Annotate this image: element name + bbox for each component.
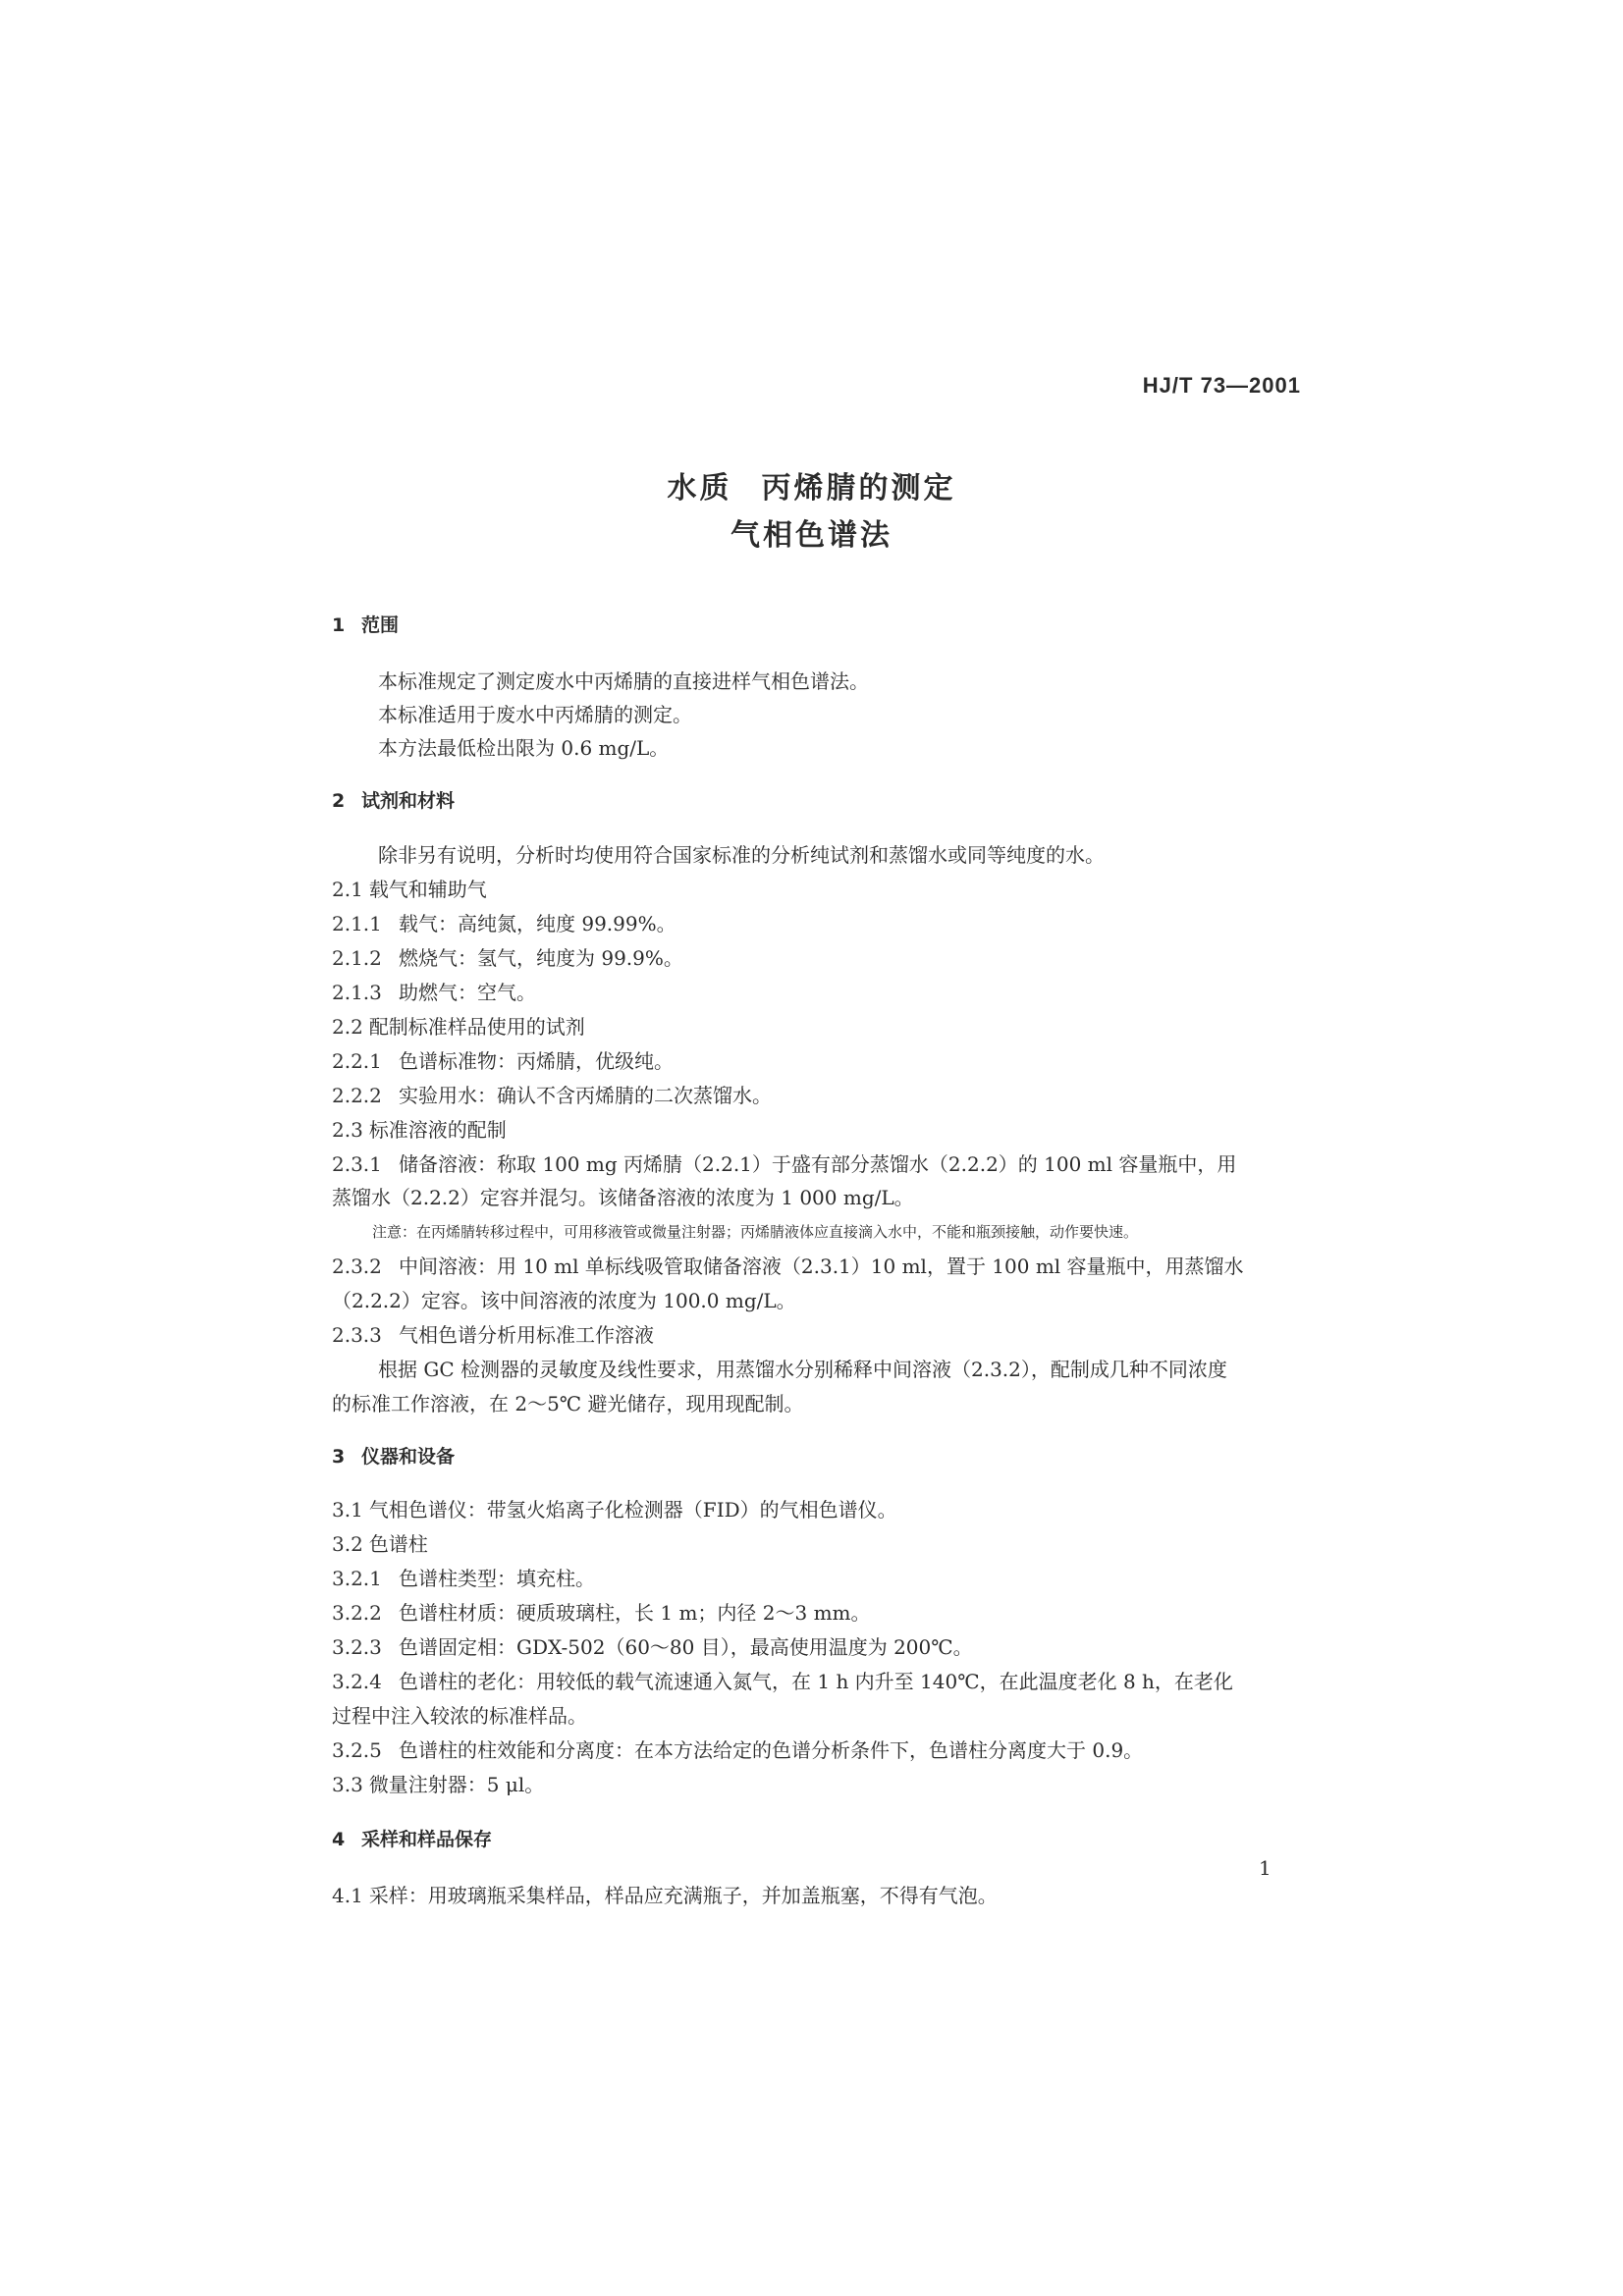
- document-title-line2: 气相色谱法: [730, 518, 893, 553]
- clause-2-1-3: 2.1.3 助燃气：空气。: [332, 981, 536, 1004]
- document-title-line1: [0, 463, 1623, 507]
- section-title: 试剂和材料: [361, 790, 456, 812]
- section-3-heading: [332, 1442, 455, 1468]
- paragraph: 的标准工作溶液，在 2～5℃ 避光储存，现用现配制。: [332, 1392, 804, 1415]
- clause-2-1-2: 2.1.2 燃烧气：氢气，纯度为 99.9%。: [332, 946, 683, 970]
- clause-4-1: 4.1 采样：用玻璃瓶采集样品，样品应充满瓶子，并加盖瓶塞，不得有气泡。: [332, 1884, 998, 1907]
- clause-2-3-1-continued: 蒸馏水（2.2.2）定容并混匀。该储备溶液的浓度为 1 000 mg/L。: [332, 1186, 914, 1209]
- title-topic: 丙烯腈的测定: [761, 471, 956, 506]
- paragraph: 本方法最低检出限为 0.6 mg/L。: [378, 736, 670, 760]
- clause-3-2-2: 3.2.2 色谱柱材质：硬质玻璃柱，长 1 m；内径 2～3 mm。: [332, 1601, 871, 1625]
- clause-3-2-4-continued: 过程中注入较浓的标准样品。: [332, 1704, 587, 1728]
- clause-2-3: 2.3 标准溶液的配制: [332, 1118, 507, 1142]
- clause-2-3-3: 2.3.3 气相色谱分析用标准工作溶液: [332, 1323, 654, 1347]
- clause-3-2-1: 3.2.1 色谱柱类型：填充柱。: [332, 1567, 595, 1590]
- section-4-heading: [332, 1825, 492, 1851]
- clause-3-2-3: 3.2.3 色谱固定相：GDX-502（60～80 目），最高使用温度为 200℃。: [332, 1635, 973, 1659]
- clause-3-3: 3.3 微量注射器：5 μl。: [332, 1773, 545, 1796]
- section-number: 4: [332, 1829, 346, 1850]
- paragraph: 除非另有说明，分析时均使用符合国家标准的分析纯试剂和蒸馏水或同等纯度的水。: [378, 843, 1105, 867]
- clause-3-2: 3.2 色谱柱: [332, 1532, 428, 1556]
- clause-3-1: 3.1 气相色谱仪：带氢火焰离子化检测器（FID）的气相色谱仪。: [332, 1498, 897, 1522]
- section-number: 3: [332, 1446, 346, 1468]
- clause-2-3-2: 2.3.2 中间溶液：用 10 ml 单标线吸管取储备溶液（2.3.1）10 ml，置于 100 ml 容量瓶中，用蒸馏水: [332, 1255, 1244, 1278]
- page-number: 1: [1259, 1856, 1271, 1880]
- clause-3-2-4: 3.2.4 色谱柱的老化：用较低的载气流速通入氮气，在 1 h 内升至 140℃，在此温度老化 8 h，在老化: [332, 1670, 1233, 1693]
- section-1-heading: [332, 611, 399, 637]
- clause-2-2-2: 2.2.2 实验用水：确认不含丙烯腈的二次蒸馏水。: [332, 1084, 772, 1107]
- paragraph: 本标准规定了测定废水中丙烯腈的直接进样气相色谱法。: [378, 669, 869, 693]
- paragraph: 根据 GC 检测器的灵敏度及线性要求，用蒸馏水分别稀释中间溶液（2.3.2），配制成几种不同浓度: [378, 1358, 1227, 1381]
- section-number: 2: [332, 790, 346, 812]
- clause-2-3-1: 2.3.1 储备溶液：称取 100 mg 丙烯腈（2.2.1）于盛有部分蒸馏水（2.2.2）的 100 ml 容量瓶中，用: [332, 1152, 1237, 1176]
- title-subject: 水质: [667, 471, 732, 506]
- clause-2-2-1: 2.2.1 色谱标准物：丙烯腈，优级纯。: [332, 1049, 674, 1073]
- paragraph: 本标准适用于废水中丙烯腈的测定。: [378, 703, 692, 726]
- clause-3-2-5: 3.2.5 色谱柱的柱效能和分离度：在本方法给定的色谱分析条件下，色谱柱分离度大于 0.9。: [332, 1738, 1144, 1762]
- note: 注意：在丙烯腈转移过程中，可用移液管或微量注射器；丙烯腈液体应直接滴入水中，不能和瓶颈接触，动作要快速。: [372, 1223, 1139, 1241]
- section-title: 仪器和设备: [361, 1446, 456, 1468]
- clause-2-1: 2.1 载气和辅助气: [332, 878, 487, 901]
- clause-2-1-1: 2.1.1 载气：高纯氮，纯度 99.99%。: [332, 912, 676, 935]
- section-title: 范围: [361, 614, 400, 636]
- section-2-heading: [332, 786, 455, 813]
- standard-code: HJ/T 73—2001: [1142, 373, 1301, 398]
- section-title: 采样和样品保存: [361, 1829, 493, 1850]
- section-number: 1: [332, 614, 346, 636]
- clause-2-3-2-continued: （2.2.2）定容。该中间溶液的浓度为 100.0 mg/L。: [332, 1289, 796, 1312]
- clause-2-2: 2.2 配制标准样品使用的试剂: [332, 1015, 585, 1039]
